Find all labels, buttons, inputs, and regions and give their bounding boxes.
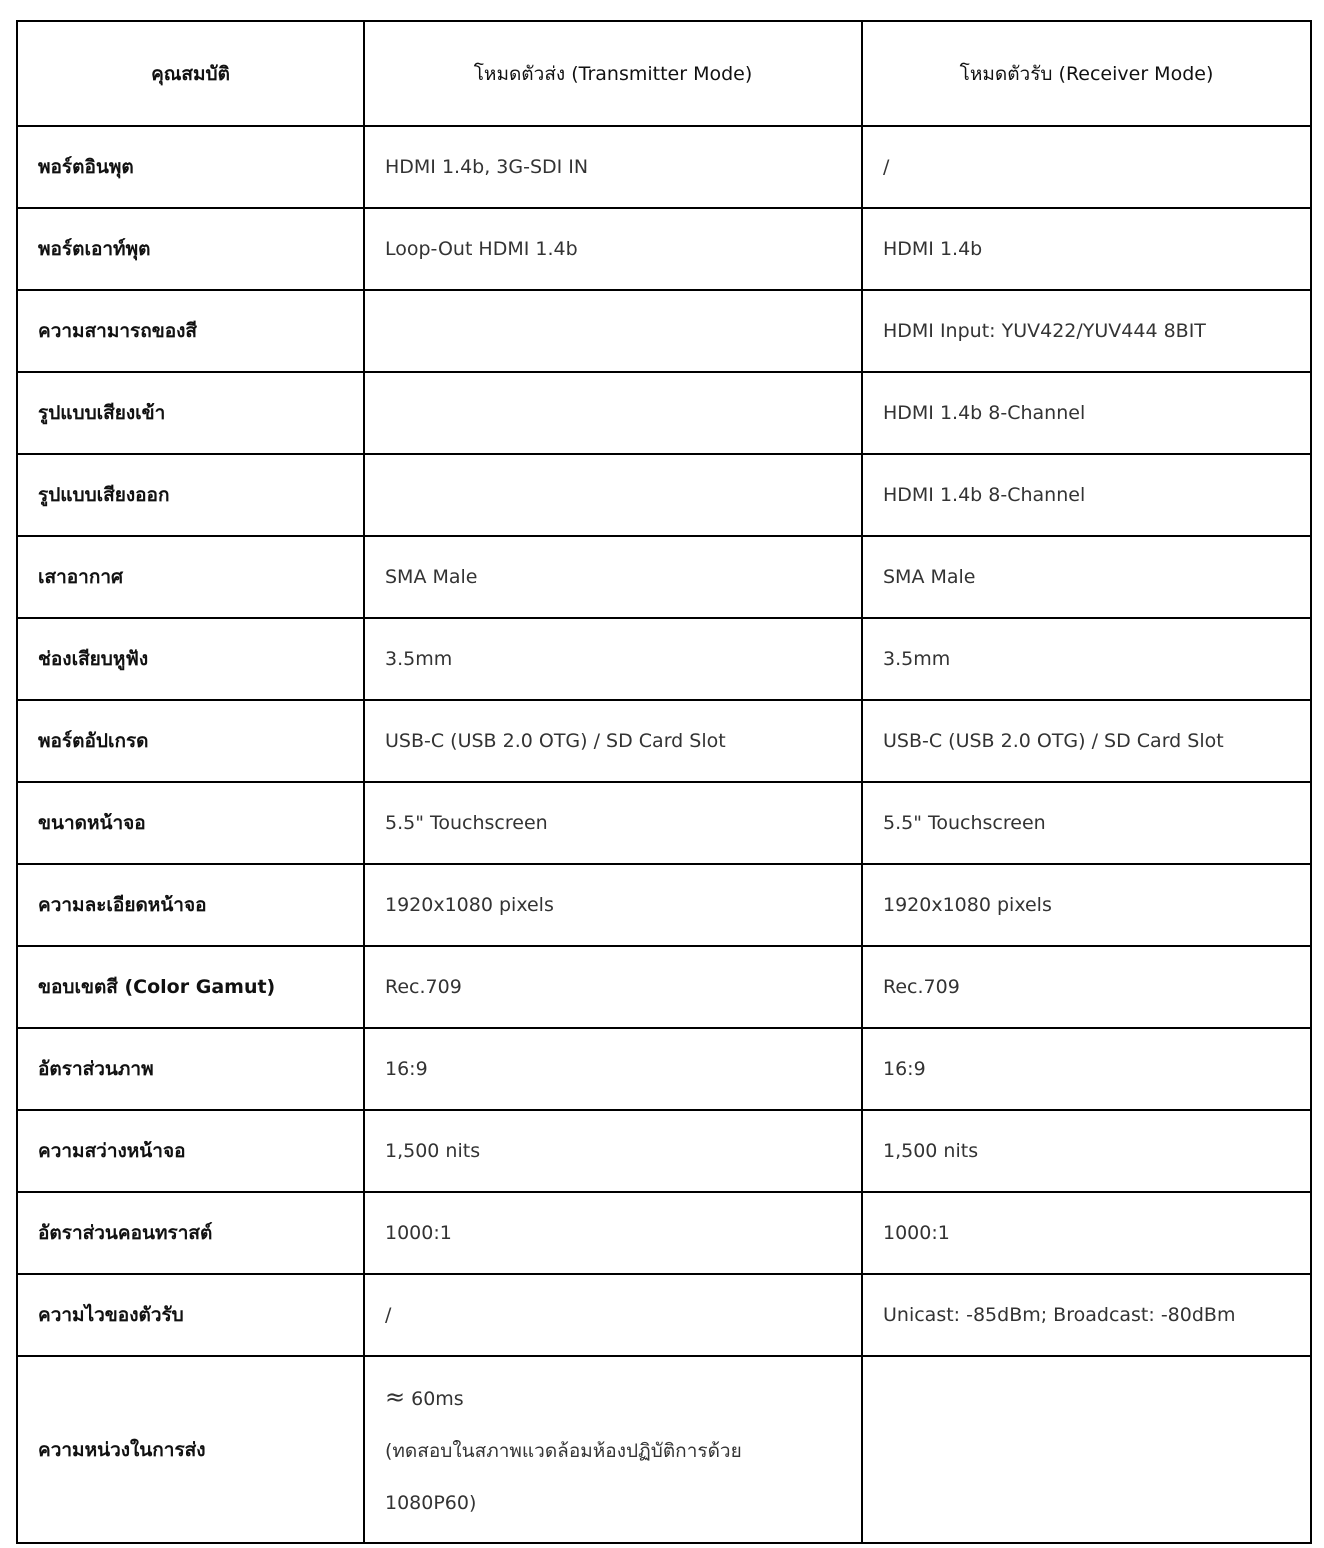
row-receiver-value: 5.5" Touchscreen	[862, 782, 1311, 864]
row-transmitter-value: 1920x1080 pixels	[364, 864, 862, 946]
row-transmitter-value: 5.5" Touchscreen	[364, 782, 862, 864]
row-feature: ขอบเขตสี (Color Gamut)	[17, 946, 364, 1028]
table-row	[17, 1028, 1311, 1110]
table-row	[17, 1110, 1311, 1192]
table-row	[17, 946, 1311, 1028]
row-feature: ขนาดหน้าจอ	[17, 782, 364, 864]
row-feature: พอร์ตเอาท์พุต	[17, 208, 364, 290]
latency-value: 60ms	[411, 1387, 464, 1410]
latency-note-line2: 1080P60)	[385, 1491, 477, 1514]
row-receiver-value: HDMI 1.4b 8-Channel	[862, 454, 1311, 536]
row-feature: ความสามารถของสี	[17, 290, 364, 372]
row-receiver-value: 3.5mm	[862, 618, 1311, 700]
table-row	[17, 782, 1311, 864]
row-receiver-value: Rec.709	[862, 946, 1311, 1028]
row-transmitter-value: 1,500 nits	[364, 1110, 862, 1192]
approx-symbol: ≈	[385, 1382, 406, 1411]
row-transmitter-value	[364, 372, 862, 454]
header-transmitter-mode: โหมดตัวส่ง (Transmitter Mode)	[364, 21, 862, 126]
row-feature: ความไวของตัวรับ	[17, 1274, 364, 1356]
row-transmitter-value: 16:9	[364, 1028, 862, 1110]
row-receiver-value: USB-C (USB 2.0 OTG) / SD Card Slot	[862, 700, 1311, 782]
table-row	[17, 536, 1311, 618]
row-transmitter-value: USB-C (USB 2.0 OTG) / SD Card Slot	[364, 700, 862, 782]
row-feature: รูปแบบเสียงเข้า	[17, 372, 364, 454]
row-feature: พอร์ตอัปเกรด	[17, 700, 364, 782]
table-row	[17, 1192, 1311, 1274]
table-row	[17, 700, 1311, 782]
row-feature: อัตราส่วนภาพ	[17, 1028, 364, 1110]
row-feature: อัตราส่วนคอนทราสต์	[17, 1192, 364, 1274]
row-transmitter-value: HDMI 1.4b, 3G-SDI IN	[364, 126, 862, 208]
table-row-latency	[17, 1356, 1311, 1543]
table-row	[17, 208, 1311, 290]
row-feature: เสาอากาศ	[17, 536, 364, 618]
table-row	[17, 454, 1311, 536]
row-receiver-value: 1920x1080 pixels	[862, 864, 1311, 946]
latency-value-line	[385, 1371, 841, 1425]
header-feature: คุณสมบัติ	[17, 21, 364, 126]
table-header-row	[17, 21, 1311, 126]
table-row	[17, 864, 1311, 946]
latency-transmitter-value	[364, 1356, 862, 1543]
row-feature: ช่องเสียบหูฟัง	[17, 618, 364, 700]
latency-receiver-value	[862, 1356, 1311, 1543]
row-feature: ความละเอียดหน้าจอ	[17, 864, 364, 946]
table-row	[17, 618, 1311, 700]
row-transmitter-value: 3.5mm	[364, 618, 862, 700]
row-transmitter-value: 1000:1	[364, 1192, 862, 1274]
row-receiver-value: 1,500 nits	[862, 1110, 1311, 1192]
header-receiver-mode: โหมดตัวรับ (Receiver Mode)	[862, 21, 1311, 126]
table-row	[17, 1274, 1311, 1356]
row-transmitter-value: Rec.709	[364, 946, 862, 1028]
row-receiver-value: HDMI 1.4b 8-Channel	[862, 372, 1311, 454]
row-receiver-value: /	[862, 126, 1311, 208]
row-receiver-value: 1000:1	[862, 1192, 1311, 1274]
latency-feature: ความหน่วงในการส่ง	[17, 1356, 364, 1543]
row-receiver-value: SMA Male	[862, 536, 1311, 618]
row-feature: พอร์ตอินพุต	[17, 126, 364, 208]
row-receiver-value: 16:9	[862, 1028, 1311, 1110]
row-transmitter-value: /	[364, 1274, 862, 1356]
row-transmitter-value	[364, 454, 862, 536]
table-row	[17, 372, 1311, 454]
row-feature: รูปแบบเสียงออก	[17, 454, 364, 536]
table-row	[17, 126, 1311, 208]
table-row	[17, 290, 1311, 372]
row-transmitter-value: Loop-Out HDMI 1.4b	[364, 208, 862, 290]
row-transmitter-value	[364, 290, 862, 372]
row-receiver-value: Unicast: -85dBm; Broadcast: -80dBm	[862, 1274, 1311, 1356]
row-receiver-value: HDMI 1.4b	[862, 208, 1311, 290]
row-receiver-value: HDMI Input: YUV422/YUV444 8BIT	[862, 290, 1311, 372]
spec-table	[16, 20, 1312, 1544]
latency-note-line1: (ทดสอบในสภาพแวดล้อมห้องปฏิบัติการด้วย	[385, 1439, 742, 1462]
row-feature: ความสว่างหน้าจอ	[17, 1110, 364, 1192]
row-transmitter-value: SMA Male	[364, 536, 862, 618]
